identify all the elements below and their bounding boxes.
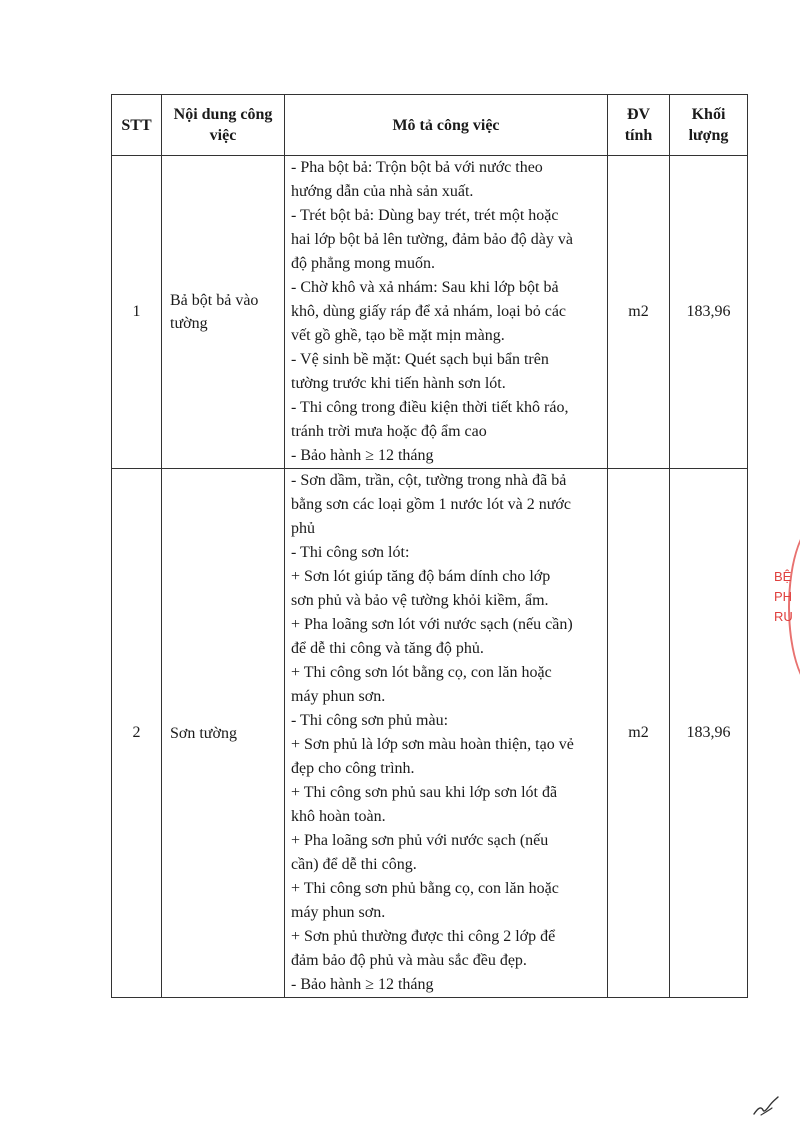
row-description [285, 156, 608, 469]
description-line: hướng dẫn của nhà sản xuất. [291, 183, 474, 200]
header-quantity: Khối lượng [670, 95, 748, 156]
description-line: + Thi công sơn phủ sau khi lớp sơn lót đã [291, 784, 558, 801]
description-line: máy phun sơn. [291, 904, 386, 921]
table-header-row [112, 95, 748, 156]
description-line: + Sơn lót giúp tăng độ bám dính cho lớp [291, 568, 551, 585]
header-unit: ĐV tính [608, 95, 670, 156]
description-line: - Chờ khô và xả nhám: Sau khi lớp bột bả [291, 279, 559, 296]
table-row [112, 156, 748, 469]
description-line: - Bảo hành ≥ 12 tháng [291, 976, 434, 993]
row-unit: m2 [608, 469, 670, 998]
description-line: + Sơn phủ thường được thi công 2 lớp để [291, 928, 556, 945]
description-line: + Pha loãng sơn phủ với nước sạch (nếu [291, 832, 549, 849]
row-task: Sơn tường [162, 469, 285, 998]
description-line: hai lớp bột bả lên tường, đảm bảo độ dày và [291, 231, 573, 248]
description-line: phủ [291, 520, 315, 537]
row-unit: m2 [608, 156, 670, 469]
description-line: + Sơn phủ là lớp sơn màu hoàn thiện, tạo vẻ [291, 736, 574, 753]
description-line: tránh trời mưa hoặc độ ẩm cao [291, 423, 487, 440]
description-line: khô hoàn toàn. [291, 808, 386, 825]
stamp-text: RU [774, 609, 793, 624]
header-task: Nội dung công việc [162, 95, 285, 156]
stamp-text: PH [774, 589, 793, 604]
description-line: - Sơn dầm, trần, cột, tường trong nhà đã bả [291, 472, 567, 489]
description-line: để dễ thi công và tăng độ phủ. [291, 640, 484, 657]
header-stt: STT [112, 95, 162, 156]
description-line: - Thi công sơn phủ màu: [291, 712, 449, 729]
description-line: - Thi công sơn lót: [291, 544, 410, 561]
row-quantity: 183,96 [670, 469, 748, 998]
header-description: Mô tả công việc [285, 95, 608, 156]
description-line: bằng sơn các loại gồm 1 nước lót và 2 nước [291, 496, 571, 513]
red-stamp [768, 520, 800, 690]
table-row [112, 469, 748, 998]
description-line: + Pha loãng sơn lót với nước sạch (nếu cần) [291, 616, 573, 633]
stamp-ring [788, 520, 800, 690]
description-line: vết gồ ghề, tạo bề mặt mịn màng. [291, 327, 505, 344]
description-line: khô, dùng giấy ráp để xả nhám, loại bỏ các [291, 303, 567, 320]
description-line: tường trước khi tiến hành sơn lót. [291, 375, 506, 392]
work-spec-table [111, 94, 748, 998]
row-description [285, 469, 608, 998]
description-line: đảm bảo độ phủ và màu sắc đều đẹp. [291, 952, 527, 969]
row-quantity: 183,96 [670, 156, 748, 469]
signature-mark-icon [752, 1094, 780, 1118]
description-line: sơn phủ và bảo vệ tường khỏi kiềm, ẩm. [291, 592, 549, 609]
description-line: độ phẳng mong muốn. [291, 255, 435, 272]
description-line: đẹp cho công trình. [291, 760, 415, 777]
description-line: - Pha bột bả: Trộn bột bả với nước theo [291, 159, 543, 176]
description-line: - Bảo hành ≥ 12 tháng [291, 447, 434, 464]
row-task: Bả bột bả vào tường [162, 156, 285, 469]
description-line: - Vệ sinh bề mặt: Quét sạch bụi bẩn trên [291, 351, 549, 368]
row-stt: 2 [112, 469, 162, 998]
description-line: - Thi công trong điều kiện thời tiết khô ráo, [291, 399, 569, 416]
row-stt: 1 [112, 156, 162, 469]
description-line: cần) để dễ thi công. [291, 856, 417, 873]
stamp-text: BỆ [774, 569, 792, 584]
description-line: + Thi công sơn phủ bằng cọ, con lăn hoặc [291, 880, 559, 897]
description-line: + Thi công sơn lót bằng cọ, con lăn hoặc [291, 664, 552, 681]
description-line: - Trét bột bả: Dùng bay trét, trét một hoặc [291, 207, 559, 224]
description-line: máy phun sơn. [291, 688, 386, 705]
